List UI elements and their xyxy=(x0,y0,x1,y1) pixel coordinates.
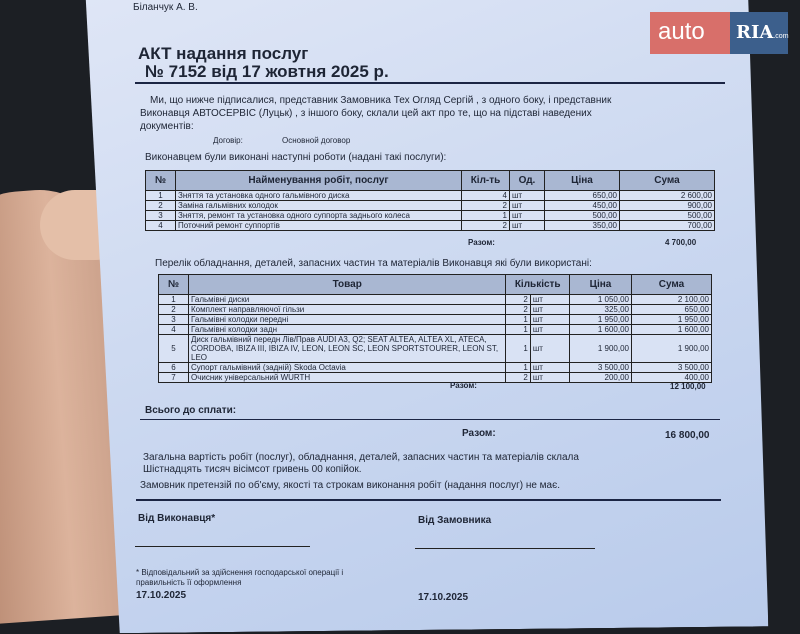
services-total: 4 700,00 xyxy=(665,238,697,247)
table-cell: Очисник універсальний WURTH xyxy=(189,373,506,383)
table-cell: 2 xyxy=(146,201,176,211)
table-cell: шт xyxy=(510,201,545,211)
table-cell: 2 xyxy=(506,295,530,305)
table-cell: шт xyxy=(530,295,569,305)
customer-signature-line xyxy=(415,548,595,549)
table-cell: 2 xyxy=(462,221,510,231)
table-cell: 700,00 xyxy=(620,221,715,231)
table-cell: 4 xyxy=(146,221,176,231)
table-cell: Гальмівні диски xyxy=(189,295,506,305)
table-row xyxy=(159,363,712,373)
intro-line: Виконавця АВТОСЕРВІС (Луцьк) , з іншого боку, склали цей акт про те, що на підставі наведених xyxy=(140,108,592,119)
table-row xyxy=(146,211,715,221)
table-cell: 4 xyxy=(159,325,189,335)
col-header: Сума xyxy=(632,275,712,295)
header-name: Біланчук А. В. xyxy=(133,2,198,13)
table-cell: Гальмівні колодки задн xyxy=(189,325,506,335)
col-header: Ціна xyxy=(545,171,620,191)
grand-total-label: Разом: xyxy=(462,428,496,439)
table-cell: 1 600,00 xyxy=(570,325,632,335)
table-cell: Зняття, ремонт та установка одного суппорта заднього колеса xyxy=(176,211,462,221)
table-cell: 500,00 xyxy=(545,211,620,221)
table-cell: шт xyxy=(510,211,545,221)
table-row xyxy=(159,315,712,325)
col-header: № xyxy=(159,275,189,295)
watermark-ria-text: RIA xyxy=(736,22,774,43)
parts-caption: Перелік обладнання, деталей, запасних частин та матеріалів Виконавця які були використані: xyxy=(155,258,592,269)
parts-table xyxy=(158,274,712,383)
col-header: Найменування робіт, послуг xyxy=(176,171,462,191)
table-cell: 1 xyxy=(506,325,530,335)
executor-date: 17.10.2025 xyxy=(136,590,187,601)
executor-signature-line xyxy=(135,546,310,547)
document-title: АКТ надання послуг xyxy=(138,44,309,63)
table-row xyxy=(146,201,715,211)
table-cell: шт xyxy=(530,363,569,373)
table-cell: 2 100,00 xyxy=(632,295,712,305)
table-row xyxy=(159,335,712,363)
table-row xyxy=(159,325,712,335)
table-cell: Комплект направляючої гільзи xyxy=(189,305,506,315)
table-cell: 2 xyxy=(159,305,189,315)
services-total-label: Разом: xyxy=(468,238,495,247)
table-cell: 1 600,00 xyxy=(632,325,712,335)
watermark-com: .com xyxy=(773,33,789,40)
table-cell: 1 950,00 xyxy=(570,315,632,325)
table-cell: 3 xyxy=(159,315,189,325)
table-cell: 1 900,00 xyxy=(632,335,712,363)
table-cell: 2 xyxy=(506,305,530,315)
table-cell: 900,00 xyxy=(620,201,715,211)
grand-total: 16 800,00 xyxy=(665,430,710,441)
table-cell: 1 950,00 xyxy=(632,315,712,325)
table-cell: 650,00 xyxy=(545,191,620,201)
table-cell: 500,00 xyxy=(620,211,715,221)
services-caption: Виконавцем були виконані наступні роботи (надані такі послуги): xyxy=(145,152,447,163)
table-cell: 3 500,00 xyxy=(570,363,632,373)
table-cell: шт xyxy=(510,221,545,231)
document-number: № 7152 від 17 жовтня 2025 р. xyxy=(145,62,389,81)
table-cell: шт xyxy=(530,335,569,363)
divider xyxy=(140,419,720,420)
contract-label: Договір: xyxy=(213,136,243,145)
table-cell: Зняття та установка одного гальмівного диска xyxy=(176,191,462,201)
table-cell: 1 xyxy=(146,191,176,201)
table-cell: шт xyxy=(510,191,545,201)
table-row xyxy=(146,221,715,231)
table-cell: 2 xyxy=(506,373,530,383)
col-header: Кіл-ть xyxy=(462,171,510,191)
footnote: * Відповідальний за здійснення господарської операції і xyxy=(136,568,344,577)
table-cell: Поточний ремонт суппортів xyxy=(176,221,462,231)
col-header: Кількість xyxy=(506,275,570,295)
parts-total: 12 100,00 xyxy=(670,382,706,391)
summary-line: Шістнадцять тисяч вісімсот гривень 00 копійок. xyxy=(143,464,362,475)
table-row xyxy=(159,305,712,315)
table-row xyxy=(159,295,712,305)
table-cell: 1 900,00 xyxy=(570,335,632,363)
table-cell: 450,00 xyxy=(545,201,620,211)
table-cell: 6 xyxy=(159,363,189,373)
table-cell: Гальмівні колодки передні xyxy=(189,315,506,325)
table-cell: 3 xyxy=(146,211,176,221)
table-cell: 1 xyxy=(506,335,530,363)
col-header: № xyxy=(146,171,176,191)
col-header: Ціна xyxy=(570,275,632,295)
table-cell: шт xyxy=(530,305,569,315)
no-claims: Замовник претензій по об'єму, якості та строкам виконання робіт (надання послуг) не має. xyxy=(140,480,560,491)
table-cell: 650,00 xyxy=(632,305,712,315)
table-row xyxy=(159,373,712,383)
table-cell: 400,00 xyxy=(632,373,712,383)
col-header: Товар xyxy=(189,275,506,295)
table-cell: 5 xyxy=(159,335,189,363)
divider xyxy=(136,499,721,501)
watermark-ria xyxy=(730,12,788,54)
table-cell: 1 xyxy=(462,211,510,221)
table-cell: шт xyxy=(530,325,569,335)
table-cell: 2 xyxy=(462,201,510,211)
due-label: Всього до сплати: xyxy=(145,405,237,416)
footnote: правильність її оформлення xyxy=(136,578,242,587)
contract-value: Основной договор xyxy=(282,136,351,145)
table-cell: Заміна гальмівних колодок xyxy=(176,201,462,211)
intro-line: Ми, що нижче підписалися, представник Замовника Тех Огляд Сергій , з одного боку, і представник xyxy=(150,95,612,106)
table-cell: Диск гальмівний передн Лів/Прав AUDI A3, Q2; SEAT ALTEA, ALTEA XL, ATECA, CORDOBA, IBIZA III, IBIZA IV, LEON, LEON SC, LEON SPORTSTOURER, LEON ST, LEO xyxy=(189,335,506,363)
table-cell: шт xyxy=(530,373,569,383)
table-cell: Супорт гальмівний (задній) Skoda Octavia xyxy=(189,363,506,373)
table-cell: шт xyxy=(530,315,569,325)
intro-line: документів: xyxy=(140,121,194,132)
watermark-auto: auto xyxy=(650,12,730,54)
services-table xyxy=(145,170,715,231)
table-cell: 325,00 xyxy=(570,305,632,315)
table-cell: 1 xyxy=(159,295,189,305)
parts-total-label: Разом: xyxy=(450,381,477,390)
table-cell: 4 xyxy=(462,191,510,201)
table-cell: 1 050,00 xyxy=(570,295,632,305)
table-cell: 2 600,00 xyxy=(620,191,715,201)
customer-label: Від Замовника xyxy=(418,515,492,526)
customer-date: 17.10.2025 xyxy=(418,592,469,603)
table-cell: 1 xyxy=(506,315,530,325)
divider xyxy=(135,82,725,84)
table-cell: 3 500,00 xyxy=(632,363,712,373)
executor-label: Від Виконавця* xyxy=(138,513,216,524)
col-header: Од. xyxy=(510,171,545,191)
col-header: Сума xyxy=(620,171,715,191)
table-cell: 350,00 xyxy=(545,221,620,231)
table-row xyxy=(146,191,715,201)
autoria-watermark xyxy=(650,12,788,54)
summary-line: Загальна вартість робіт (послуг), обладнання, деталей, запасних частин та матеріалів склала xyxy=(143,452,579,463)
table-cell: 7 xyxy=(159,373,189,383)
table-cell: 200,00 xyxy=(570,373,632,383)
table-cell: 1 xyxy=(506,363,530,373)
